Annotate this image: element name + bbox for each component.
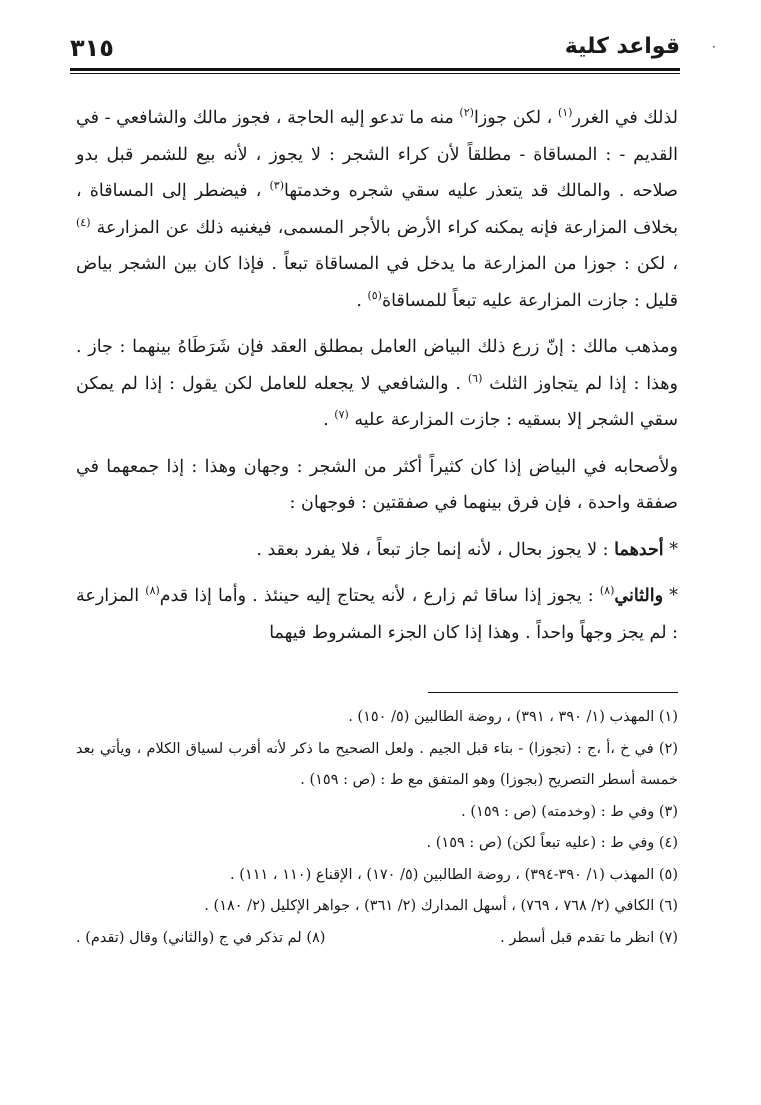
- footnote-2: (٢) في خ ،أ ،ج : (تجوزا) - بتاء قبل الجيم . ولعل الصحيح ما ذكر لأنه أقرب لسياق الكلام ، ويأتي بعد خمسة أسطر التصريح (بجوزا) وهو المتفق مع ط : (ص : ١٥٩) .: [76, 740, 678, 788]
- page-number: ٣١٥: [70, 34, 114, 62]
- paragraph-3: [76, 449, 678, 522]
- main-text: [76, 100, 678, 661]
- corner-mark: ·: [712, 40, 716, 54]
- paragraph-5: [76, 578, 678, 651]
- p1-text-3: منه ما تدعو إليه الحاجة ، فجوز مالك والشافعي - في القديم - : المساقاة - مطلقاً لأن كراء الشجر : لا يجوز ، لأنه بيع للشمر قبل بدو صلاحه . والمالك قد يتعذر عليه سقي شجره وخدمتها: [76, 108, 678, 201]
- p1-text-5: ، لكن : جوزا من المزارعة ما يدخل في المساقاة تبعاً . فإذا كان بين الشجر بياض قليل : جازت المزارعة عليه تبعاً للمساقاة: [76, 254, 678, 311]
- p2-text-1: ومذهب مالك : إنّ زرع ذلك البياض العامل بمطلق العقد فإن شَرَطَاهُ بينهما : جاز . وهذا : إذا لم يتجاوز الثلث: [76, 337, 678, 394]
- paragraph-1: [76, 100, 678, 319]
- header-rule-thin: [70, 73, 680, 74]
- p4-text: : لا يجوز بحال ، لأنه إنما جاز تبعاً ، فلا يفرد بعقد .: [256, 539, 615, 560]
- p5-text-2: المزارعة : لم يجز وجهاً واحداً . وهذا إذا كان الجزء المشروط فيهما: [76, 586, 678, 643]
- p1-text-4: ، فيضطر إلى المساقاة ، بخلاف المزارعة فإنه يمكنه كراء الأرض بالأجر المسمى، فيغنيه ذلك عن المزارعة: [76, 181, 678, 238]
- p1-text-2: ، لكن جوزا: [473, 108, 553, 128]
- header-rule-thick: [70, 68, 680, 71]
- bullet-marker: *: [669, 586, 678, 606]
- footnote-ref-8a: (٨): [599, 584, 615, 598]
- p5-text-1: : يجوز إذا ساقا ثم زارع ، لأنه يحتاج إليه حينئذ . وأما إذا قدم: [159, 586, 600, 606]
- footnote-4: (٤) وفي ط : (عليه تبعاً لكن) (ص : ١٥٩) .: [426, 835, 678, 851]
- footnote-1: (١) المهذب (١/ ٣٩٠ ، ٣٩١) ، روضة الطالبين (٥/ ١٥٠) .: [348, 709, 678, 725]
- footnote-3: (٣) وفي ط : (وخدمته) (ص : ١٥٩) .: [461, 803, 678, 820]
- footnote-separator: [428, 692, 678, 693]
- second-opinion-label: والثاني: [614, 586, 664, 606]
- p2-text-2: . والشافعي لا يجعله للعامل لكن يقول : إذا لم يمكن سقي الشجر إلا بسقيه : جازت المزارعة عليه: [76, 373, 678, 430]
- p3-text: ولأصحابه في البياض إذا كان كثيراً أكثر من الشجر : وجهان وهذا : إذا جمعهما في صفقة واحدة ، فإن فرق بينهما في صفقتين : فوجهان :: [76, 456, 678, 513]
- footnote-ref-2: (٢): [459, 106, 474, 120]
- footnote-ref-6: (٦): [467, 371, 483, 385]
- footnote-ref-5: (٥): [367, 288, 382, 302]
- footnote-7: (٧) انظر ما تقدم قبل أسطر .: [500, 929, 678, 946]
- footnote-ref-7: (٧): [334, 408, 349, 422]
- footnote-ref-4: (٤): [76, 215, 91, 229]
- footnotes: [76, 702, 678, 954]
- footnote-ref-1: (١): [557, 106, 573, 120]
- running-title: قواعد كلية: [564, 34, 680, 59]
- p1-text-6: .: [356, 290, 368, 311]
- footnote-6: (٦) الكافي (٢/ ٧٦٨ ، ٧٦٩) ، أسهل المدارك (٢/ ٣٦١) ، جواهر الإكليل (٢/ ١٨٠) .: [204, 898, 678, 914]
- p2-text-3: .: [323, 410, 335, 430]
- bullet-marker: *: [669, 539, 678, 560]
- footnote-5: (٥) المهذب (١/ ٣٩٠-٣٩٤) ، روضة الطالبين (٥/ ١٧٠) ، الإقناع (١١٠ ، ١١١) .: [230, 866, 678, 883]
- paragraph-4: [76, 532, 678, 569]
- page-header: [70, 30, 680, 70]
- footnote-8: (٨) لم تذكر في ج (والثاني) وقال (تقدم) .: [76, 929, 326, 946]
- footnote-pair: [76, 923, 678, 955]
- paragraph-2: [76, 329, 678, 439]
- first-opinion-label: أحدهما: [614, 539, 664, 560]
- footnote-ref-3: (٣): [269, 179, 284, 193]
- p1-text-1: لذلك في الغرر: [572, 108, 679, 128]
- footnote-ref-8b: (٨): [145, 584, 160, 598]
